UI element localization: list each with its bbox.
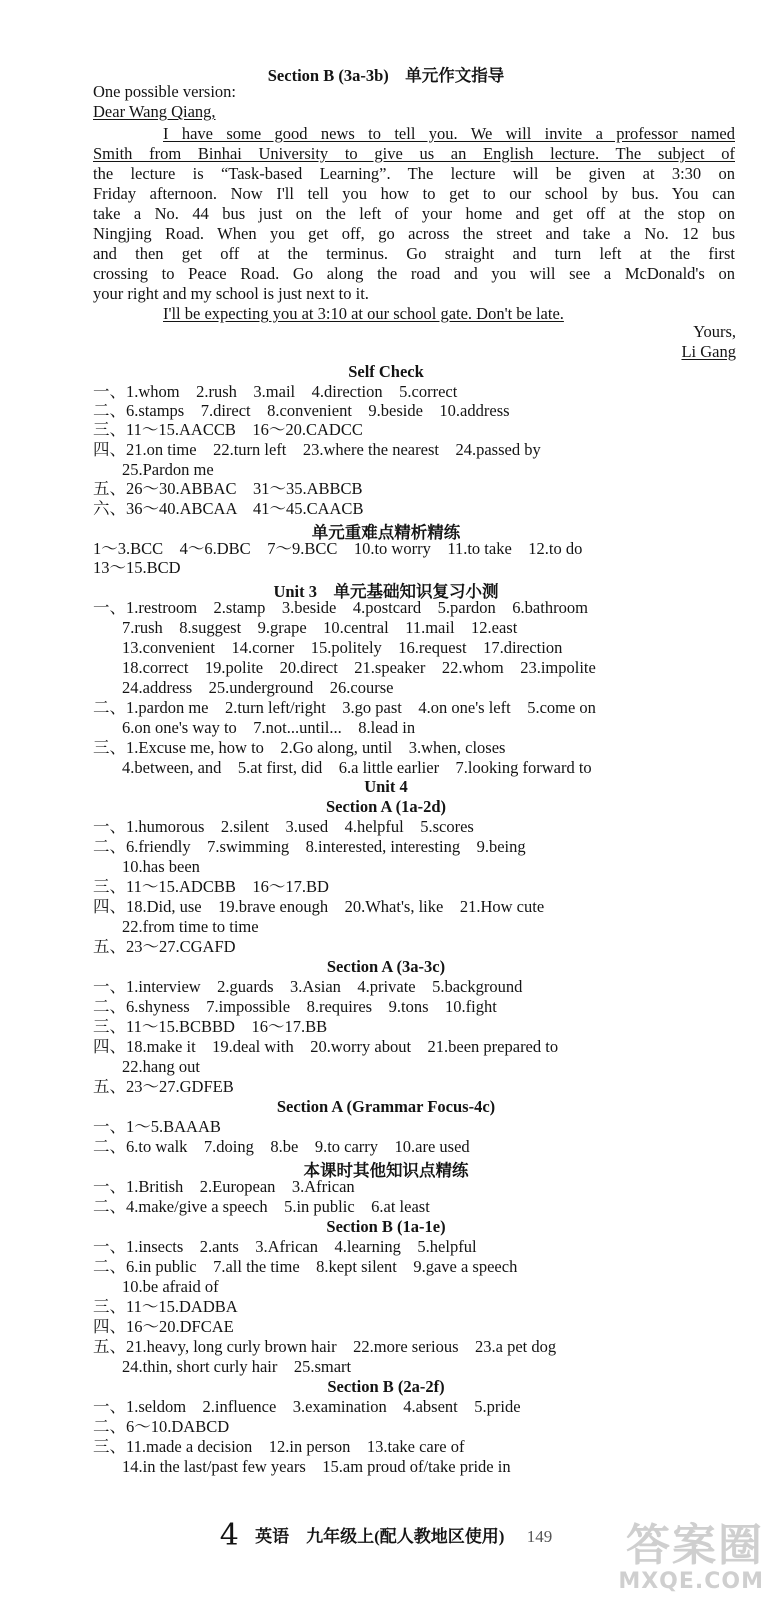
answer-line: 二、1.pardon me 2.turn left/right 3.go past 4.on one's left 5.come on <box>93 698 596 717</box>
section-title-self-check: Self Check <box>348 362 424 381</box>
answer-line: 7.rush 8.suggest 9.grape 10.central 11.mail 12.east <box>122 618 518 637</box>
section-title-grammar-focus: Section A (Grammar Focus-4c) <box>276 1097 496 1116</box>
answer-line: 三、11.made a decision 12.in person 13.take care of <box>93 1437 465 1456</box>
essay-line: the lecture is “Task-based Learning”. The lecture will be given at 3:30 on <box>93 164 735 183</box>
answer-line: 三、11～15.ADCBB 16～17.BD <box>93 877 329 896</box>
answer-line: 二、6.shyness 7.impossible 8.requires 9.tons 10.fight <box>93 997 497 1016</box>
answer-line: 22.hang out <box>122 1057 200 1076</box>
essay-line: crossing to Peace Road. Go along the road and you will see a McDonald's on <box>93 264 735 283</box>
essay-line: take a No. 44 bus just on the left of your home and get off at the stop on <box>93 204 735 223</box>
essay-line: Friday afternoon. Now I'll tell you how to get to our school by bus. You can <box>93 184 735 203</box>
answer-line: 13～15.BCD <box>93 558 181 577</box>
answer-line: 四、18.make it 19.deal with 20.worry about 21.been prepared to <box>93 1037 559 1056</box>
section-title-unit3-review: Unit 3 单元基础知识复习小测 <box>273 582 499 601</box>
answer-line: 6.on one's way to 7.not...until... 8.lead in <box>122 718 416 737</box>
answer-line: 五、23～27.CGAFD <box>93 937 236 956</box>
answer-line: 五、26～30.ABBAC 31～35.ABBCB <box>93 479 363 498</box>
answer-line: 24.address 25.underground 26.course <box>122 678 394 697</box>
answer-line: 二、6.to walk 7.doing 8.be 9.to carry 10.are used <box>93 1137 470 1156</box>
answer-line: 四、16～20.DFCAE <box>93 1317 234 1336</box>
answer-line: 四、21.on time 22.turn left 23.where the nearest 24.passed by <box>93 440 541 459</box>
essay-salutation: Dear Wang Qiang, <box>93 102 216 121</box>
section-title-1a1e: Section B (1a-1e) <box>326 1217 446 1236</box>
essay-closing: Yours, <box>693 322 736 341</box>
answer-line: 一、1.insects 2.ants 3.African 4.learning 5.helpful <box>93 1237 477 1256</box>
section-title-3a3c: Section A (3a-3c) <box>326 957 446 976</box>
answer-line: 三、11～15.DADBA <box>93 1297 238 1316</box>
answer-line: 一、1.British 2.European 3.African <box>93 1177 355 1196</box>
answer-line: 三、11～15.AACCB 16～20.CADCC <box>93 420 363 439</box>
watermark <box>618 1520 764 1594</box>
footer-text: 英语 九年级上(配人教地区使用) <box>255 1527 505 1546</box>
essay-line: Ningjing Road. When you get off, go across the street and take a No. 12 bus <box>93 224 735 243</box>
essay-line: I have some good news to tell you. We will invite a professor named <box>163 124 735 143</box>
answer-line: 二、6～10.DABCD <box>93 1417 230 1436</box>
answer-line: 五、23～27.GDFEB <box>93 1077 234 1096</box>
answer-line: 一、1.seldom 2.influence 3.examination 4.absent 5.pride <box>93 1397 521 1416</box>
section-title-1a2d: Section A (1a-2d) <box>325 797 447 816</box>
page-number: 149 <box>526 1527 553 1546</box>
section-title-3a3b: Section B (3a-3b) 单元作文指导 <box>267 66 505 85</box>
answer-line: 三、11～15.BCBBD 16～17.BB <box>93 1017 328 1036</box>
answer-line: 二、6.stamps 7.direct 8.convenient 9.beside 10.address <box>93 401 510 420</box>
essay-paragraph-1 <box>93 124 735 304</box>
answer-line: 二、6.in public 7.all the time 8.kept silent 9.gave a speech <box>93 1257 518 1276</box>
answer-line: 22.from time to time <box>122 917 259 936</box>
answer-line: 10.be afraid of <box>122 1277 219 1296</box>
answer-line: 二、4.make/give a speech 5.in public 6.at least <box>93 1197 430 1216</box>
essay-line: and then get off at the terminus. Go straight and turn left at the first <box>93 244 735 263</box>
answer-line: 一、1.humorous 2.silent 3.used 4.helpful 5.scores <box>93 817 474 836</box>
answer-line: 24.thin, short curly hair 25.smart <box>122 1357 352 1376</box>
answer-line: 一、1～5.BAAAB <box>93 1117 221 1136</box>
answer-line: 四、18.Did, use 19.brave enough 20.What's, like 21.How cute <box>93 897 545 916</box>
watermark-url: MXQE.COM <box>618 1569 764 1594</box>
watermark-logo: 答案圈 <box>626 1520 764 1571</box>
answer-line: 一、1.whom 2.rush 3.mail 4.direction 5.correct <box>93 382 458 401</box>
essay-intro: One possible version: <box>93 82 236 101</box>
unit-title: Unit 4 <box>364 777 408 796</box>
answer-line: 13.convenient 14.corner 15.politely 16.request 17.direction <box>122 638 563 657</box>
answer-line: 1～3.BCC 4～6.DBC 7～9.BCC 10.to worry 11.to take 12.to do <box>93 539 583 558</box>
answer-line: 18.correct 19.polite 20.direct 21.speaker 22.whom 23.impolite <box>122 658 596 677</box>
answer-line: 4.between, and 5.at first, did 6.a little earlier 7.looking forward to <box>122 758 592 777</box>
answer-line: 六、36～40.ABCAA 41～45.CAACB <box>93 499 364 518</box>
answer-line: 三、1.Excuse me, how to 2.Go along, until 3.when, closes <box>93 738 506 757</box>
answer-line: 14.in the last/past few years 15.am proud of/take pride in <box>122 1457 511 1476</box>
essay-line: your right and my school is just next to it. <box>93 284 369 303</box>
answer-line: 五、21.heavy, long curly brown hair 22.more serious 23.a pet dog <box>93 1337 557 1356</box>
section-title-key-points: 单元重难点精析精练 <box>311 523 461 542</box>
essay-line: Smith from Binhai University to give us an English lecture. The subject of <box>93 144 735 163</box>
essay-paragraph-2: I'll be expecting you at 3:10 at our school gate. Don't be late. <box>163 304 564 323</box>
answer-line: 10.has been <box>122 857 200 876</box>
essay-signature: Li Gang <box>681 342 736 361</box>
section-title-2a2f: Section B (2a-2f) <box>327 1377 445 1396</box>
handwritten-mark: 4 <box>219 1518 239 1553</box>
answer-line: 25.Pardon me <box>122 460 214 479</box>
answer-line: 一、1.interview 2.guards 3.Asian 4.private 5.background <box>93 977 523 996</box>
section-title-other-points: 本课时其他知识点精练 <box>303 1161 469 1180</box>
answer-line: 一、1.restroom 2.stamp 3.beside 4.postcard 5.pardon 6.bathroom <box>93 598 588 617</box>
answer-line: 二、6.friendly 7.swimming 8.interested, interesting 9.being <box>93 837 526 856</box>
